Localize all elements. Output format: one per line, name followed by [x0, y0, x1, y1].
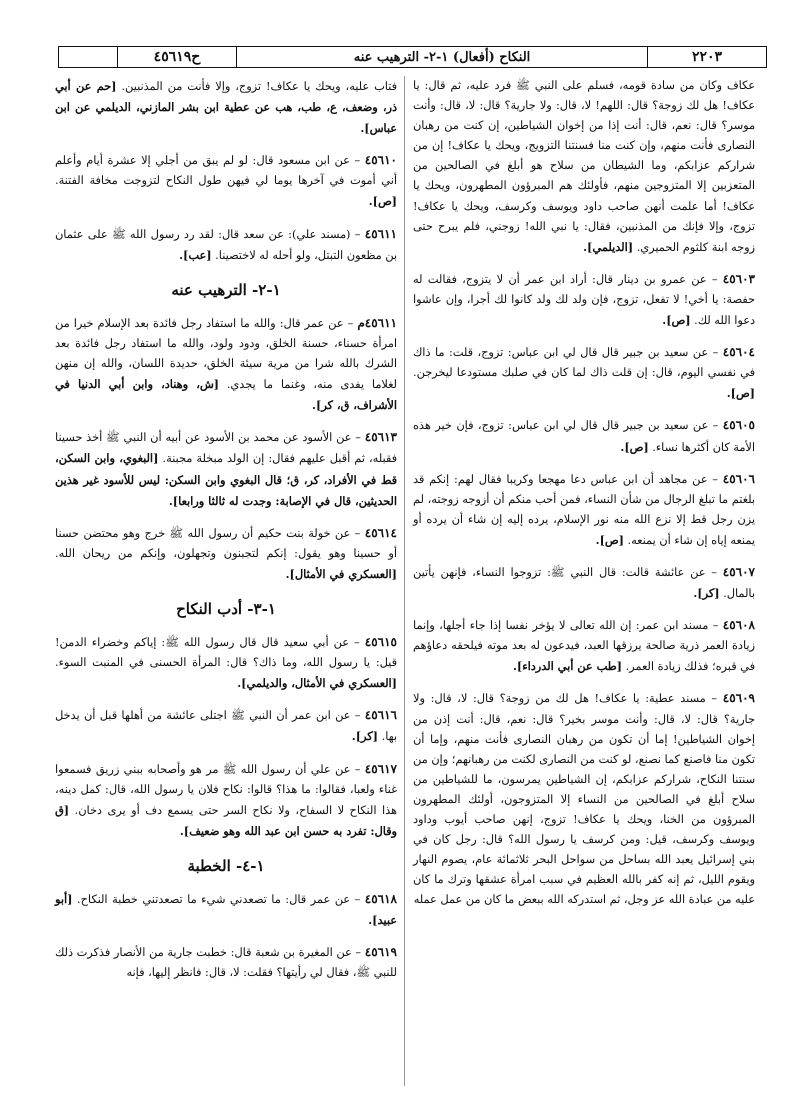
- hadith-number: ٤٥٦١٠: [364, 153, 397, 168]
- hadith-text: عن عمر قال: والله ما استفاد رجل فائدة بعد الإسلام خيرا من امرأة حسناء، حسنة الخلق، ودود ولود، والله ما استفاد رجل فائدة بعد الشرك بالله شرا من مرية سيئة الخلق، حديدة اللسان، والله إن منهن لغلاما يفدى منه، وغنما ما يجدي.: [55, 316, 397, 392]
- hadith-entry: ٤٥٦١٠ – عن ابن مسعود قال: لو لم يبق من أجلي إلا عشرة أيام وأعلم أني أموت في آخرها يوما لي فيهن طول النكاح لتزوجت مخافة الفتنة. [ص].: [55, 153, 397, 209]
- hadith-text: عن عمر قال: ما تصعدني شيء ما تصعدتني خطبة النكاح.: [77, 893, 351, 906]
- hadith-text: عن ابن مسعود قال: لو لم يبق من أجلي إلا عشرة أيام وأعلم أني أموت في آخرها يوما لي فيهن طول النكاح لتزوجت مخافة الفتنة.: [55, 154, 397, 188]
- hadith-text: (مسند علي): عن سعد قال: لقد رد رسول الله ﷺ على عثمان بن مظعون التبتل، ولو أحله له لاختصينا.: [55, 227, 397, 262]
- hadith-text: مسند ابن عمر: إن الله تعالى لا يؤخر نفسا إذا جاء أجلها، وإنما زيادة العمر ذرية صالحة يرزقها العبد، فيدعون له بعد موته فيلحقه دعاؤهم في قبره؛ فذلك زيادة العمر.: [413, 619, 755, 674]
- hadith-number: ٤٥٦٠٦: [722, 471, 755, 486]
- hadith-source: [البغوي، وابن السكن، قط في الأفراد، كر، ق؛ قال البغوي وابن السكن: ليس للأسود غير هذين الحديثين، قال في الإصابة: وجدت له ثالثا ورابعا].: [55, 451, 397, 508]
- hadith-entry: ٤٥٦١٣ – عن الأسود عن محمد بن الأسود عن أبيه أن النبي ﷺ أخذ حسينا فقبله، ثم أقبل عليهم فقال: إن الولد مبخلة مجبنة. [البغوي، وابن السكن، قط في الأفراد، كر، ق؛ قال البغوي وابن السكن: ليس للأسود غير هذين الحديثين، قال في الإصابة: وجدت له ثالثا ورابعا].: [55, 430, 397, 508]
- hadith-continuation: [55, 76, 397, 139]
- hadith-entry: ٤٥٦٠٥ – عن سعيد بن جبير قال قال لي ابن عباس: تزوج، فإن خير هذه الأمة كان أكثرها نساء. [ص].: [413, 418, 755, 454]
- hadith-entry: ٤٥٦٠٧ – عن عائشة قالت: قال النبي ﷺ: تزوجوا النساء، فإنهن يأتين بالمال. [كر].: [413, 564, 755, 601]
- running-title: النكاح (أفعال) ١-٢- الترهيب عنه: [236, 47, 647, 67]
- hadith-number: ٤٥٦١٩: [364, 945, 397, 960]
- hadith-text: عن الأسود عن محمد بن الأسود عن أبيه أن النبي ﷺ أخذ حسينا فقبله، ثم أقبل عليهم فقال: إن الولد مبخلة مجبنة.: [55, 431, 397, 466]
- hadith-number: ٤٥٦١٧: [364, 761, 397, 776]
- hadith-source: [ص].: [595, 532, 624, 547]
- hadith-number: ٤٥٦١١: [364, 226, 397, 241]
- hadith-text: عن عائشة قالت: قال النبي ﷺ: تزوجوا النساء، فإنهن يأتين بالمال.: [413, 565, 755, 601]
- hadith-text: مسند عطية: يا عكاف! هل لك من زوجة؟ قال: لا، قال: ولا جارية؟ قال: لا، قال: وأنت موسر بخير؟ قال: نعم، قال: أنت إذن من إخوان الشياطين! إما أن تكون من رهبان النصارى فأنت منهم، وإما أن تكون منا فاصنع كما نصنع، لو كنت من النصارى لكنت من رهبانهم؛ وإن من سنتنا النكاح، شراركم عزابكم، إن الشياطين يمرسون، ما للشياطين من سلاح أبلغ في الصالحين من النساء إلا المتزوجون، أولئك المطهرون المبرؤون من الخنا، ويحك يا عكاف! تزوج، إنهن صاحب أيوب وداود ويوسف وكرسف، قيل: ومن كرسف يا رسول الله؟ قال: رجل كان في بني إسرائيل يعبد الله بساحل من سواحل البحر ثلاثمائة عام، يصوم النهار ويقوم الليل، ثم إنه كفر بالله العظيم في سبب امرأة عشقها وترك ما كان عليه من عبادة الله عز وجل، ثم استدركه الله ببعض ما كان من عمل عمله: [413, 692, 755, 907]
- hadith-source: [ص].: [662, 313, 691, 328]
- hadith-range: ح٤٥٦١٩: [117, 47, 236, 67]
- page-number: ٢٢٠٣: [647, 47, 766, 67]
- page-header: [58, 46, 767, 68]
- section-heading: ١-٤- الخطبة: [187, 856, 265, 875]
- hadith-number: ٤٥٦١٦: [364, 708, 397, 723]
- hadith-text: فتاب عليه، ويحك يا عكاف! تزوج، وإلا فأنت من المذنبين.: [121, 80, 397, 93]
- header-blank-cell: [59, 47, 117, 67]
- section-heading: ١-٣- أدب النكاح: [176, 599, 276, 618]
- hadith-source: [طب عن أبي الدرداء].: [513, 659, 622, 674]
- hadith-number: ٤٥٦١٣: [364, 430, 397, 445]
- hadith-source: [ق وقال: تفرد به حسن ابن عبد الله وهو ضعيف].: [55, 802, 397, 838]
- hadith-source: [حم عن أبي ذر، وضعف، ع، طب، هب عن عطية ابن بشر المازني، الديلمي عن ابن عباس].: [55, 79, 397, 136]
- hadith-number: ٤٥٦٠٥: [722, 418, 755, 433]
- hadith-entry: ٤٥٦٠٨ – مسند ابن عمر: إن الله تعالى لا يؤخر نفسا إذا جاء أجلها، وإنما زيادة العمر ذرية صالحة يرزقها العبد، فيدعون له بعد موته فيلحقه دعاؤهم في قبره؛ فذلك زيادة العمر. [طب عن أبي الدرداء].: [413, 618, 755, 674]
- hadith-number: ٤٥٦٠٧: [722, 564, 755, 579]
- hadith-source: [كر].: [351, 729, 379, 744]
- hadith-number: ٤٥٦١٨: [364, 892, 397, 906]
- hadith-text: عن ابن عمر أن النبي ﷺ اجتلى عائشة من أهلها قبل أن يدخل بها.: [55, 709, 397, 744]
- hadith-source: [ص].: [620, 439, 649, 454]
- hadith-text: عن سعيد بن جبير قال قال لي ابن عباس: تزوج، فإن خير هذه الأمة كان أكثرها نساء.: [413, 419, 755, 454]
- hadith-text: عن عمرو بن دينار قال: أراد ابن عمر أن لا يتزوج، فقالت له حفصة: يا أخي! لا تفعل، تزوج، فإن ولد لك ولد كانوا لك أجرا، وإن عاشوا دعوا الله لك.: [413, 272, 755, 328]
- hadith-entry: ٤٥٦١٤ – عن خولة بنت حكيم أن رسول الله ﷺ خرج وهو محتضن حسنا أو حسينا وهو يقول: إنكم لتجبنون وتجهلون، وإنكم من ريحان الله. [العسكري في الأمثال].: [55, 525, 397, 581]
- hadith-text: عن علي أن رسول الله ﷺ مر هو وأصحابه ببني زريق فسمعوا غناء ولعبا، فقالوا: ما هذا؟ قالوا: نكاح فلان يا رسول الله، قال: كمل دينه، هذا النكاح لا السفاح، ولا نكاح السر حتى يسمع دف أو يرى دخان.: [55, 762, 398, 817]
- hadith-number: ٤٥٦١١م: [357, 315, 397, 330]
- hadith-number: ٤٥٦٠٣: [722, 271, 755, 286]
- hadith-number: ٤٥٦١٤: [364, 525, 397, 540]
- hadith-entry: ٤٥٦١١م – عن عمر قال: والله ما استفاد رجل فائدة بعد الإسلام خيرا من امرأة حسناء، حسنة الخلق، ودود ولود، والله ما استفاد رجل فائدة بعد الشرك بالله شرا من مرية سيئة الخلق، حديدة اللسان، والله إن منهن لغلاما يفدى منه، وغنما ما يجدي. [ش، وهناد، وابن أبي الدنيا في الأشراف، ق، كر].: [55, 315, 397, 413]
- hadith-number: ٤٥٦٠٨: [722, 618, 755, 633]
- right-column: [413, 76, 755, 921]
- hadith-source: [العسكري في الأمثال، والديلمي].: [237, 676, 397, 691]
- hadith-text: عكاف وكان من سادة قومه، فسلم على النبي ﷺ فرد عليه، ثم قال: يا عكاف! هل لك زوجة؟ قال: اللهم! لا، قال: ولا جارية؟ قال: لا، قال: وأنت موسر؟ قال: نعم، قال: أنت إذا من إخوان الشياطين، إن كنت من رهبان النصارى فأنت منهم، وإن كنت منا فسنتنا التزويج، ويحك يا عكاف! إن من شراركم عزابكم، وما الشيطان من سلاح هو أبلغ في الصالحين من المتعزبين إلا المتزوجين منهم، فأولئك هم المبرؤون المطهرون، ويحك يا عكاف! أما علمت أنهن صاحب داود ويوسف وكرسف، ويحك يا عكاف! تزوج، وإلا فإنك من المذنبين، فقال: يا نبي الله! زوجني، فلم يبرح حتى زوجه ابنة كلثوم الحميري.: [413, 79, 755, 254]
- hadith-entry: [413, 76, 755, 258]
- hadith-text: عن خولة بنت حكيم أن رسول الله ﷺ خرج وهو محتضن حسنا أو حسينا وهو يقول: إنكم لتجبنون وتجهلون، وإنكم من ريحان الله.: [55, 526, 397, 560]
- hadith-entry: ٤٥٦١٧ – عن علي أن رسول الله ﷺ مر هو وأصحابه ببني زريق فسمعوا غناء ولعبا، فقالوا: ما هذا؟ قالوا: نكاح فلان يا رسول الله، قال: كمل دينه، هذا النكاح لا السفاح، ولا نكاح السر حتى يسمع دف أو يرى دخان. [ق وقال: تفرد به حسن ابن عبد الله وهو ضعيف].: [55, 761, 398, 838]
- hadith-entry: ٤٥٦١١ – (مسند علي): عن سعد قال: لقد رد رسول الله ﷺ على عثمان بن مظعون التبتل، ولو أحله له لاختصينا. [عب].: [55, 226, 397, 262]
- hadith-text: عن أبي سعيد قال قال رسول الله ﷺ: إياكم وخضراء الدمن! قيل: يا رسول الله، وما ذاك؟ قال: المرأة الحسنى في المنبت السوء.: [55, 636, 397, 670]
- hadith-number: ٤٥٦٠٩: [722, 691, 755, 706]
- hadith-source: [ص].: [726, 386, 755, 401]
- hadith-entry: ٤٥٦١٥ – عن أبي سعيد قال قال رسول الله ﷺ: إياكم وخضراء الدمن! قيل: يا رسول الله، وما ذاك؟ قال: المرأة الحسنى في المنبت السوء. [العسكري في الأمثال، والديلمي].: [55, 635, 397, 691]
- hadith-entry: ٤٥٦١٦ – عن ابن عمر أن النبي ﷺ اجتلى عائشة من أهلها قبل أن يدخل بها. [كر].: [55, 708, 397, 744]
- section-heading: ١-٢- الترهيب عنه: [171, 280, 281, 299]
- hadith-source: [ص].: [368, 194, 397, 209]
- hadith-entry: ٤٥٦٠٦ – عن مجاهد أن ابن عباس دعا مهجعا وكريبا فقال لهم: إنكم قد بلغتم ما تبلغ الرجال من شأن النساء، فمن أحب منكم أن أزوجه زوجته، لم يزن رجل قط إلا نزع الله منه نور الإسلام، يرده إليه إن شاء أن يرده أو يمنعه إياه إن شاء أن يمنعه. [ص].: [413, 471, 755, 547]
- hadith-source: [الديلمي].: [583, 239, 634, 254]
- hadith-number: ٤٥٦١٥: [364, 635, 397, 650]
- hadith-number: ٤٥٦٠٤: [722, 345, 755, 360]
- hadith-source: [العسكري في الأمثال].: [285, 566, 397, 581]
- hadith-text: عن المغيرة بن شعبة قال: خطبت جارية من الأنصار فذكرت ذلك للنبي ﷺ، فقال لي رأيتها؟ فقلت: لا، قال: فانظر إليها، فإنه: [55, 946, 397, 980]
- hadith-source: [ش، وهناد، وابن أبي الدنيا في الأشراف، ق، كر].: [55, 377, 397, 413]
- hadith-text: عن سعيد بن جبير قال قال لي ابن عباس: تزوج، قلت: ما ذاك في نفسي اليوم، قال: إن قلت ذاك لما كان في صلبك مستودعا ليخرجن.: [413, 346, 755, 380]
- hadith-source: [كر].: [693, 586, 720, 601]
- hadith-entry: ٤٥٦٠٣ – عن عمرو بن دينار قال: أراد ابن عمر أن لا يتزوج، فقالت له حفصة: يا أخي! لا تفعل، تزوج، فإن ولد لك ولد كانوا لك أجرا، وإن عاشوا دعوا الله لك. [ص].: [413, 271, 755, 328]
- hadith-entry: ٤٥٦١٩ – عن المغيرة بن شعبة قال: خطبت جارية من الأنصار فذكرت ذلك للنبي ﷺ، فقال لي رأيتها؟ فقلت: لا، قال: فانظر إليها، فإنه: [55, 945, 397, 980]
- column-divider: [404, 76, 405, 1086]
- hadith-entry: ٤٥٦٠٩ – مسند عطية: يا عكاف! هل لك من زوجة؟ قال: لا، قال: ولا جارية؟ قال: لا، قال: وأنت موسر بخير؟ قال: نعم، قال: أنت إذن من إخوان الشياطين! إما أن تكون من رهبان النصارى فأنت منهم، وإما أن تكون منا فاصنع كما نصنع، لو كنت من النصارى لكنت من رهبانهم؛ وإن من سنتنا النكاح، شراركم عزابكم، إن الشياطين يمرسون، ما للشياطين من سلاح أبلغ في الصالحين من النساء إلا المتزوجون، أولئك المطهرون المبرؤون من الخنا، ويحك يا عكاف! تزوج، إنهن صاحب أيوب وداود ويوسف وكرسف، قيل: ومن كرسف يا رسول الله؟ قال: رجل كان في بني إسرائيل يعبد الله بساحل من سواحل البحر ثلاثمائة عام، يصوم النهار ويقوم الليل، ثم إنه كفر بالله العظيم في سبب امرأة عشقها وترك ما كان عليه من عبادة الله عز وجل، ثم استدركه الله ببعض ما كان من عمل عمله: [413, 691, 755, 907]
- hadith-entry: ٤٥٦٠٤ – عن سعيد بن جبير قال قال لي ابن عباس: تزوج، قلت: ما ذاك في نفسي اليوم، قال: إن قلت ذاك لما كان في صلبك مستودعا ليخرجن. [ص].: [413, 345, 755, 401]
- hadith-entry: ٤٥٦١٨ – عن عمر قال: ما تصعدني شيء ما تصعدتني خطبة النكاح. [أبو عبيد].: [55, 892, 397, 928]
- hadith-text: عن مجاهد أن ابن عباس دعا مهجعا وكريبا فقال لهم: إنكم قد بلغتم ما تبلغ الرجال من شأن النساء، فمن أحب منكم أن أزوجه زوجته، لم يزن رجل قط إلا نزع الله منه نور الإسلام، يرده إليه إن شاء أن يرده أو يمنعه إياه إن شاء أن يمنعه.: [413, 472, 755, 547]
- hadith-source: [أبو عبيد].: [55, 892, 397, 928]
- hadith-source: [عب].: [179, 247, 212, 262]
- left-column: [55, 76, 397, 994]
